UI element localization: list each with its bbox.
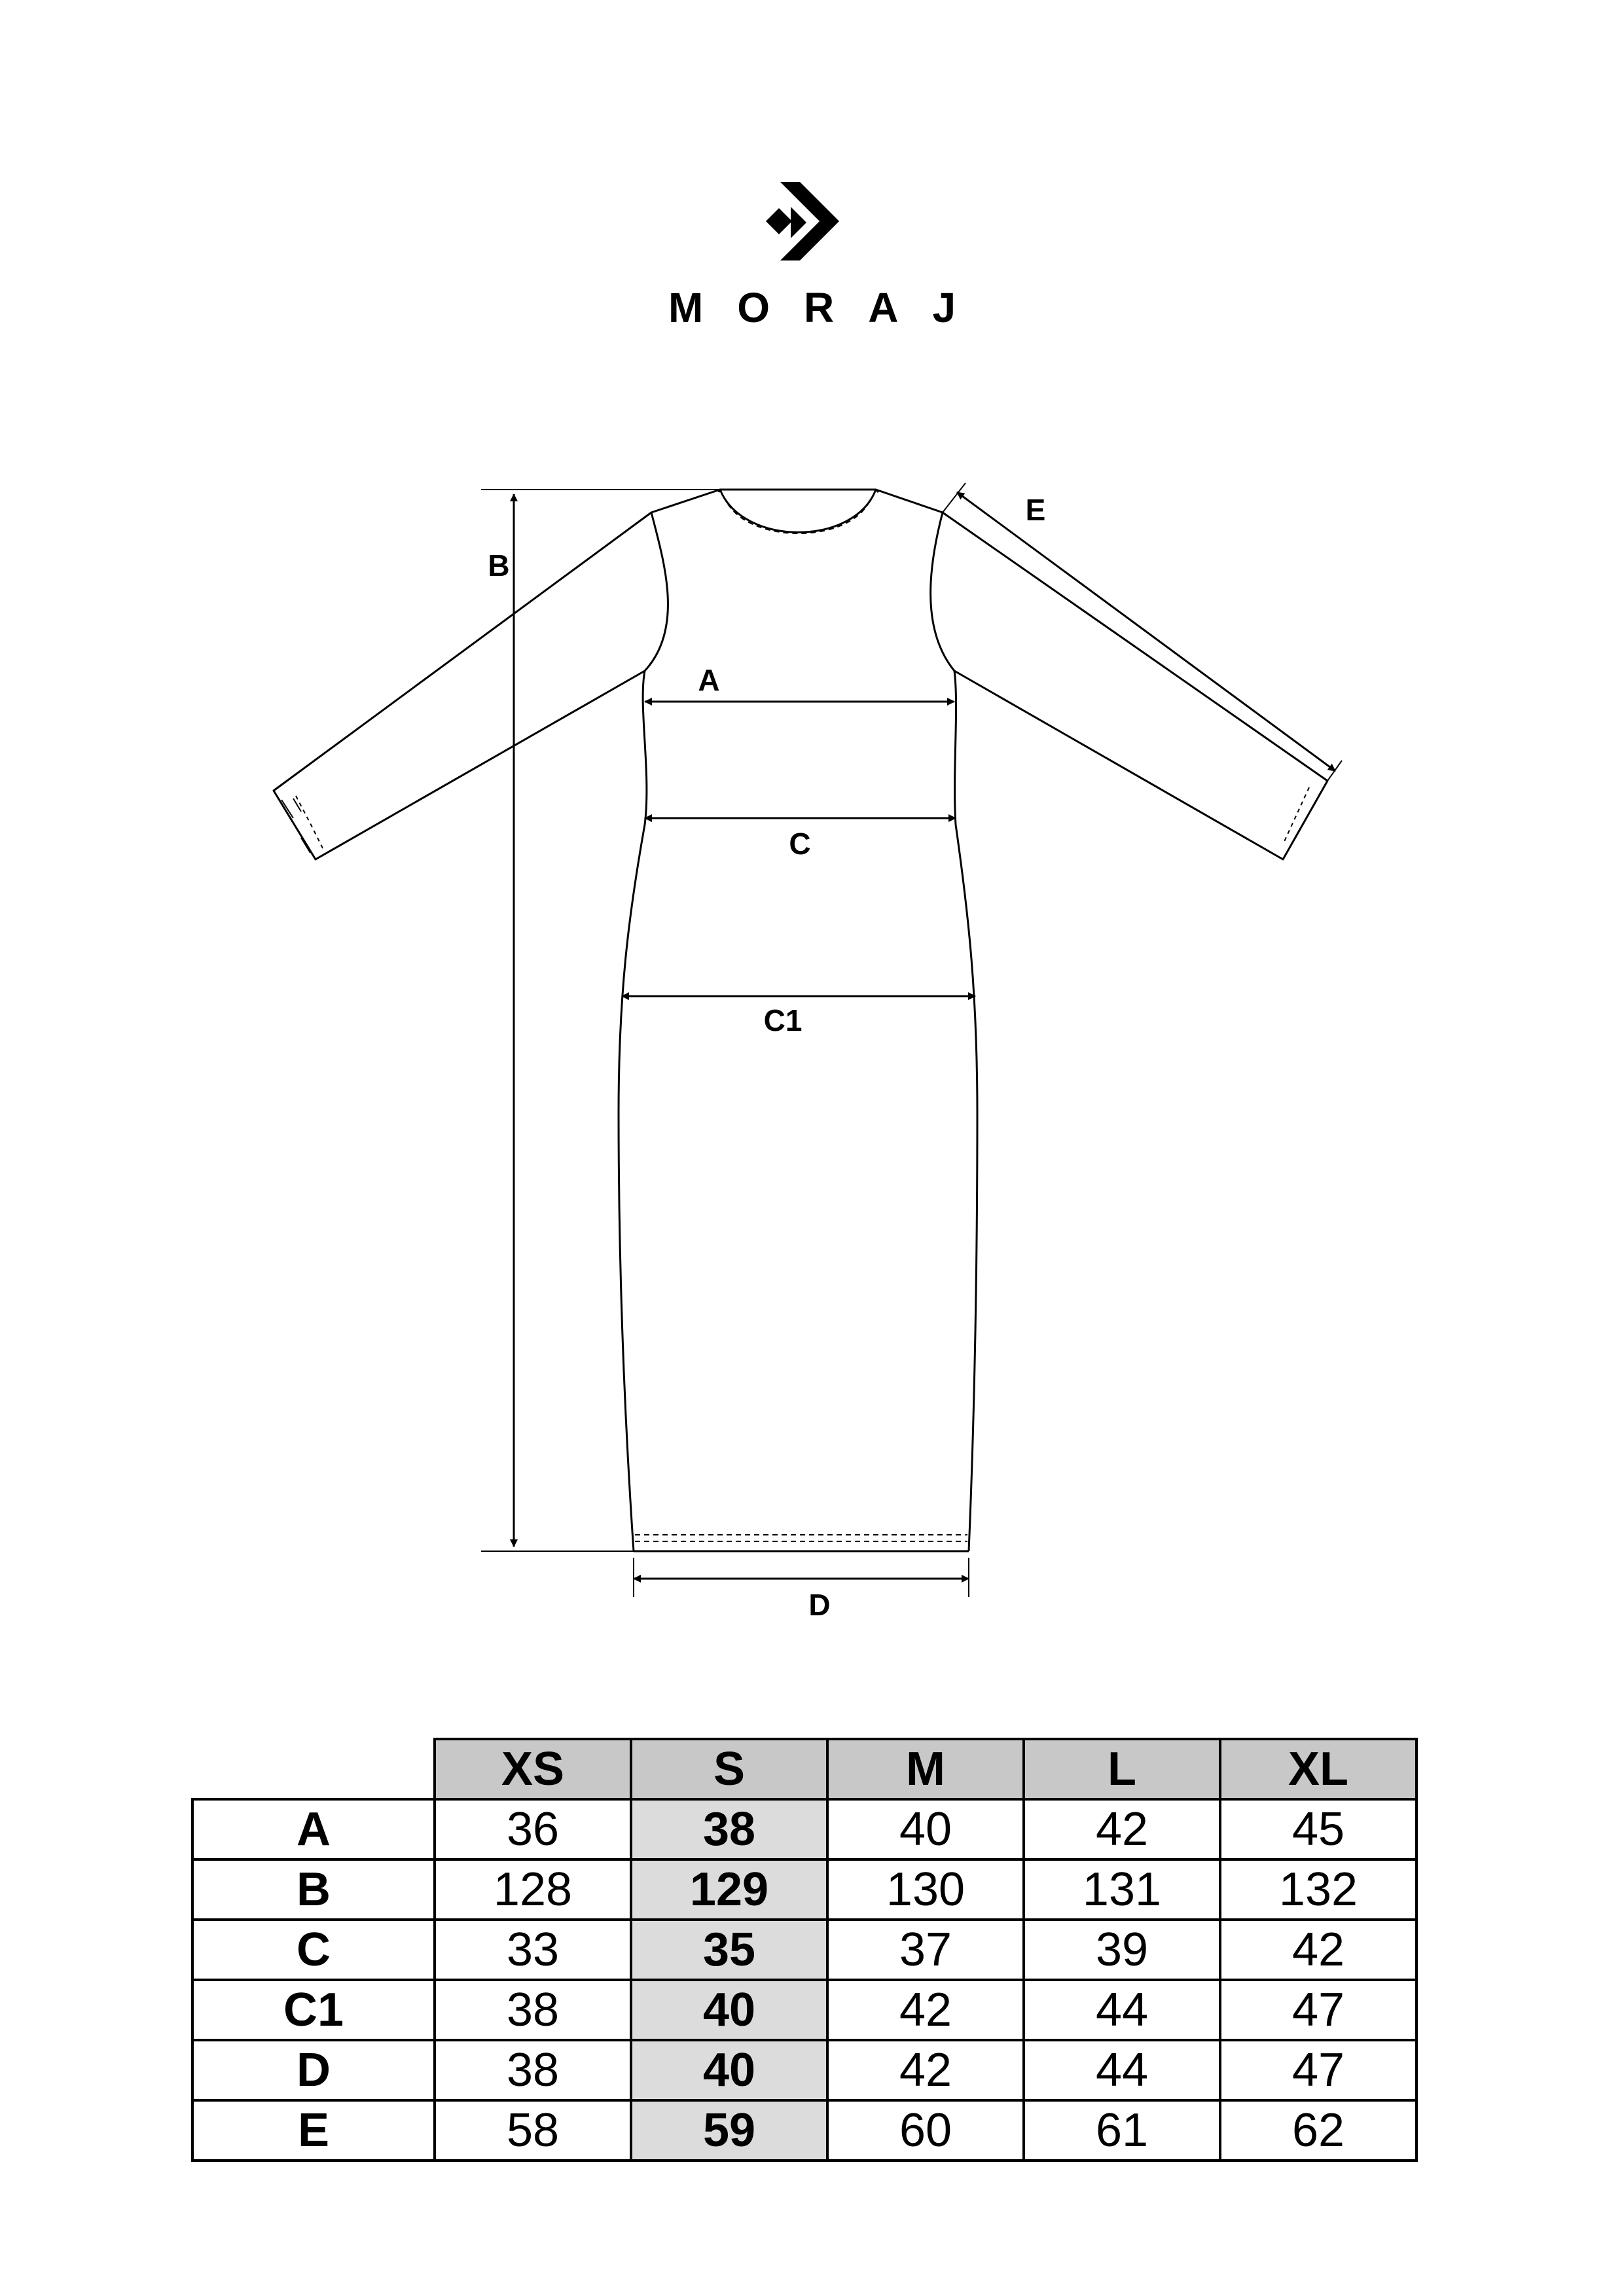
table-cell: 61 (1024, 2100, 1220, 2161)
table-cell: 40 (631, 2040, 827, 2100)
row-label: E (192, 2100, 435, 2161)
table-row (192, 1859, 1416, 1920)
label-a: A (698, 663, 720, 697)
table-cell: 37 (827, 1920, 1024, 1980)
table-cell: 129 (631, 1859, 827, 1920)
row-label: B (192, 1859, 435, 1920)
table-cell: 39 (1024, 1920, 1220, 1980)
row-label: C1 (192, 1980, 435, 2040)
table-cell: 47 (1220, 2040, 1416, 2100)
table-cell: 42 (1220, 1920, 1416, 1980)
brand-name: MORAJ (668, 284, 990, 331)
table-row (192, 1980, 1416, 2040)
label-b: B (488, 548, 510, 583)
measure-e-line (957, 492, 1335, 771)
size-chart-table (191, 1738, 1418, 2162)
table-cell: 38 (435, 2040, 631, 2100)
size-header-xs: XS (435, 1739, 631, 1799)
table-cell: 130 (827, 1859, 1024, 1920)
size-header-row (192, 1739, 1416, 1799)
label-d: D (808, 1588, 831, 1622)
label-e: E (1025, 493, 1046, 527)
table-corner (192, 1739, 435, 1799)
table-cell: 58 (435, 2100, 631, 2161)
size-header-s: S (631, 1739, 827, 1799)
size-header-m: M (827, 1739, 1024, 1799)
row-label: D (192, 2040, 435, 2100)
row-label: A (192, 1799, 435, 1859)
size-header-xl: XL (1220, 1739, 1416, 1799)
table-cell: 33 (435, 1920, 631, 1980)
table-cell: 44 (1024, 2040, 1220, 2100)
table-row (192, 2040, 1416, 2100)
table-cell: 38 (631, 1799, 827, 1859)
label-c: C (789, 827, 811, 861)
table-cell: 44 (1024, 1980, 1220, 2040)
label-c1: C1 (763, 1003, 803, 1037)
table-cell: 35 (631, 1920, 827, 1980)
table-cell: 47 (1220, 1980, 1416, 2040)
table-cell: 131 (1024, 1859, 1220, 1920)
table-cell: 45 (1220, 1799, 1416, 1859)
table-cell: 36 (435, 1799, 631, 1859)
table-cell: 59 (631, 2100, 827, 2161)
table-cell: 128 (435, 1859, 631, 1920)
table-row (192, 2100, 1416, 2161)
row-label: C (192, 1920, 435, 1980)
table-cell: 40 (827, 1799, 1024, 1859)
table-cell: 42 (827, 1980, 1024, 2040)
table-cell: 40 (631, 1980, 827, 2040)
table-cell: 60 (827, 2100, 1024, 2161)
table-cell: 38 (435, 1980, 631, 2040)
table-cell: 62 (1220, 2100, 1416, 2161)
size-header-l: L (1024, 1739, 1220, 1799)
table-row (192, 1920, 1416, 1980)
table-row (192, 1799, 1416, 1859)
measurement-lines (481, 483, 1342, 1597)
table-cell: 42 (827, 2040, 1024, 2100)
table-cell: 132 (1220, 1859, 1416, 1920)
table-cell: 42 (1024, 1799, 1220, 1859)
